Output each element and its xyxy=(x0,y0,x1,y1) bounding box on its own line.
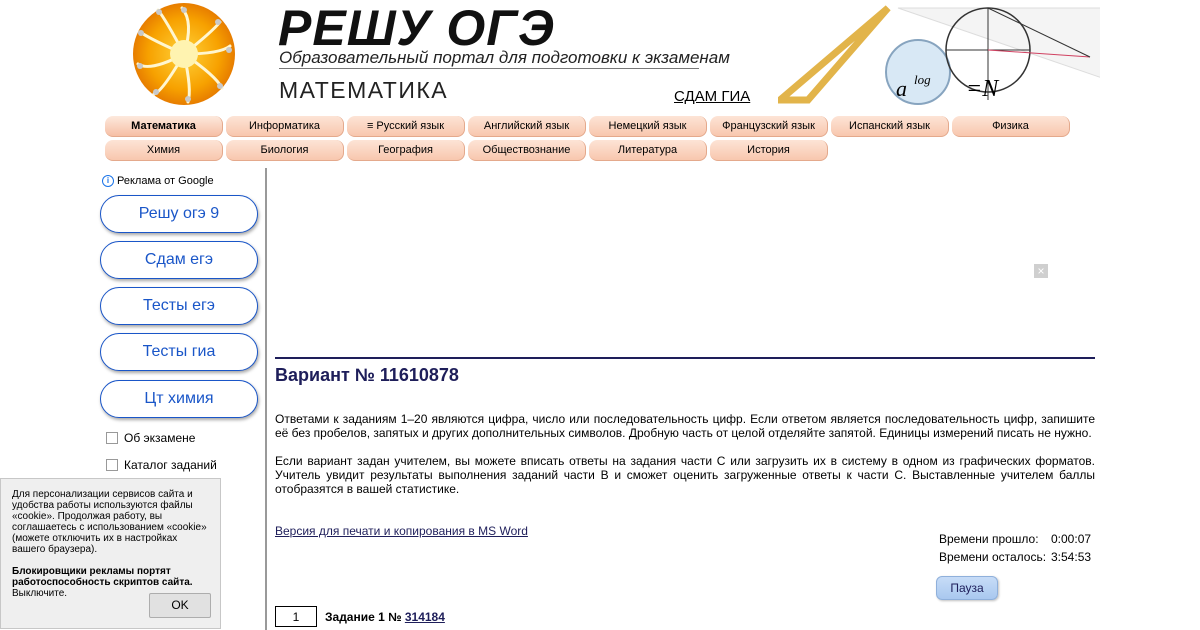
sidebar-check-row[interactable] xyxy=(106,431,195,445)
checkbox[interactable] xyxy=(106,432,118,444)
task-id-link[interactable]: 314184 xyxy=(404,610,445,624)
timer-elapsed-label: Времени прошло: xyxy=(939,532,1039,546)
tab-9[interactable]: Химия xyxy=(105,140,223,161)
ad-close-icon[interactable]: × xyxy=(1034,264,1048,278)
math-tools-illustration xyxy=(778,0,1100,110)
instructions-paragraph-1: Ответами к заданиям 1–20 являются цифра, число или последовательность цифр. Если ответом является последовательность цифр, запишите её без пробелов, запятых и других дополнительных символов. Дробную часть от целой отделяйте запятой. Единицы измерений писать не нужно. xyxy=(275,412,1095,440)
subject-heading: МАТЕМАТИКА xyxy=(279,77,449,103)
tab-3[interactable]: ≡ Русский язык xyxy=(347,116,465,137)
tab-7[interactable]: Испанский язык xyxy=(831,116,949,137)
variant-title: Вариант № 11610878 xyxy=(275,365,459,385)
sidebar-check-row[interactable] xyxy=(106,458,217,472)
tab-12[interactable]: Обществознание xyxy=(468,140,586,161)
timer-elapsed xyxy=(939,532,1092,546)
ad-pill-button[interactable]: Сдам егэ xyxy=(100,241,258,279)
art-a-text: a xyxy=(896,76,907,101)
tab-8[interactable]: Физика xyxy=(952,116,1070,137)
timer-elapsed-value: 0:00:07 xyxy=(1051,532,1092,546)
sdam-gia-link[interactable]: СДАМ ГИА xyxy=(674,88,751,105)
timer-left-label: Времени осталось: xyxy=(939,550,1047,564)
site-subtitle: Образовательный портал для подготовки к экзаменам xyxy=(279,48,730,67)
checkbox-label: Каталог заданий xyxy=(124,458,217,472)
pause-button[interactable]: Пауза xyxy=(936,576,998,600)
ad-pill-button[interactable]: Цт химия xyxy=(100,380,258,418)
instructions-paragraph-2: Если вариант задан учителем, вы можете вписать ответы на задания части С или загрузить их в систему в одном из графических форматов. Учитель увидит результаты выполнения заданий части В и сможет оценить загруженные ответы к части С. Выставленные учителем баллы отобразятся в вашей статистике. xyxy=(275,454,1095,496)
art-log-text: log xyxy=(914,72,931,87)
header-rule xyxy=(279,68,699,69)
ad-label[interactable] xyxy=(102,175,214,187)
art-eq-text: =N xyxy=(966,76,999,102)
main-rule xyxy=(275,357,1095,359)
tab-10[interactable]: Биология xyxy=(226,140,344,161)
adblock-warning: Блокировщики рекламы портят работоспособность скриптов сайта. xyxy=(12,566,193,588)
tab-4[interactable]: Английский язык xyxy=(468,116,586,137)
timer-left-value: 3:54:53 xyxy=(1051,550,1092,564)
cookie-text: Для персонализации сервисов сайта и удобства работы используются файлы «cookie». Продолжая работу, вы соглашаетесь с использованием «cookie» (можете отключить их в настройках вашего браузера). xyxy=(12,489,207,555)
info-icon[interactable]: i xyxy=(102,175,114,187)
adblock-tail: Выключите. xyxy=(12,588,68,599)
ad-label-text: Реклама от Google xyxy=(117,175,214,187)
checkbox[interactable] xyxy=(106,459,118,471)
task-label xyxy=(325,610,445,624)
timer-left xyxy=(939,550,1092,564)
checkbox-label: Об экзамене xyxy=(124,431,196,445)
tab-6[interactable]: Французский язык xyxy=(710,116,828,137)
tab-5[interactable]: Немецкий язык xyxy=(589,116,707,137)
tab-13[interactable]: Литература xyxy=(589,140,707,161)
task-number-input[interactable]: 1 xyxy=(275,606,317,627)
site-title: РЕШУ ОГЭ xyxy=(278,0,555,56)
task-label-prefix: Задание 1 № xyxy=(325,610,402,624)
tab-2[interactable]: Информатика xyxy=(226,116,344,137)
logo-sun-icon[interactable] xyxy=(132,2,236,106)
ad-pill-button[interactable]: Тесты гиа xyxy=(100,333,258,371)
cookie-notice xyxy=(0,478,221,629)
column-divider xyxy=(265,168,267,630)
cookie-ok-button[interactable]: OK xyxy=(149,593,211,618)
print-version-link[interactable]: Версия для печати и копирования в MS Word xyxy=(275,524,528,538)
tab-14[interactable]: История xyxy=(710,140,828,161)
ad-pill-button[interactable]: Решу огэ 9 xyxy=(100,195,258,233)
tab-1[interactable]: Математика xyxy=(105,116,223,137)
ad-pill-button[interactable]: Тесты егэ xyxy=(100,287,258,325)
tab-11[interactable]: География xyxy=(347,140,465,161)
